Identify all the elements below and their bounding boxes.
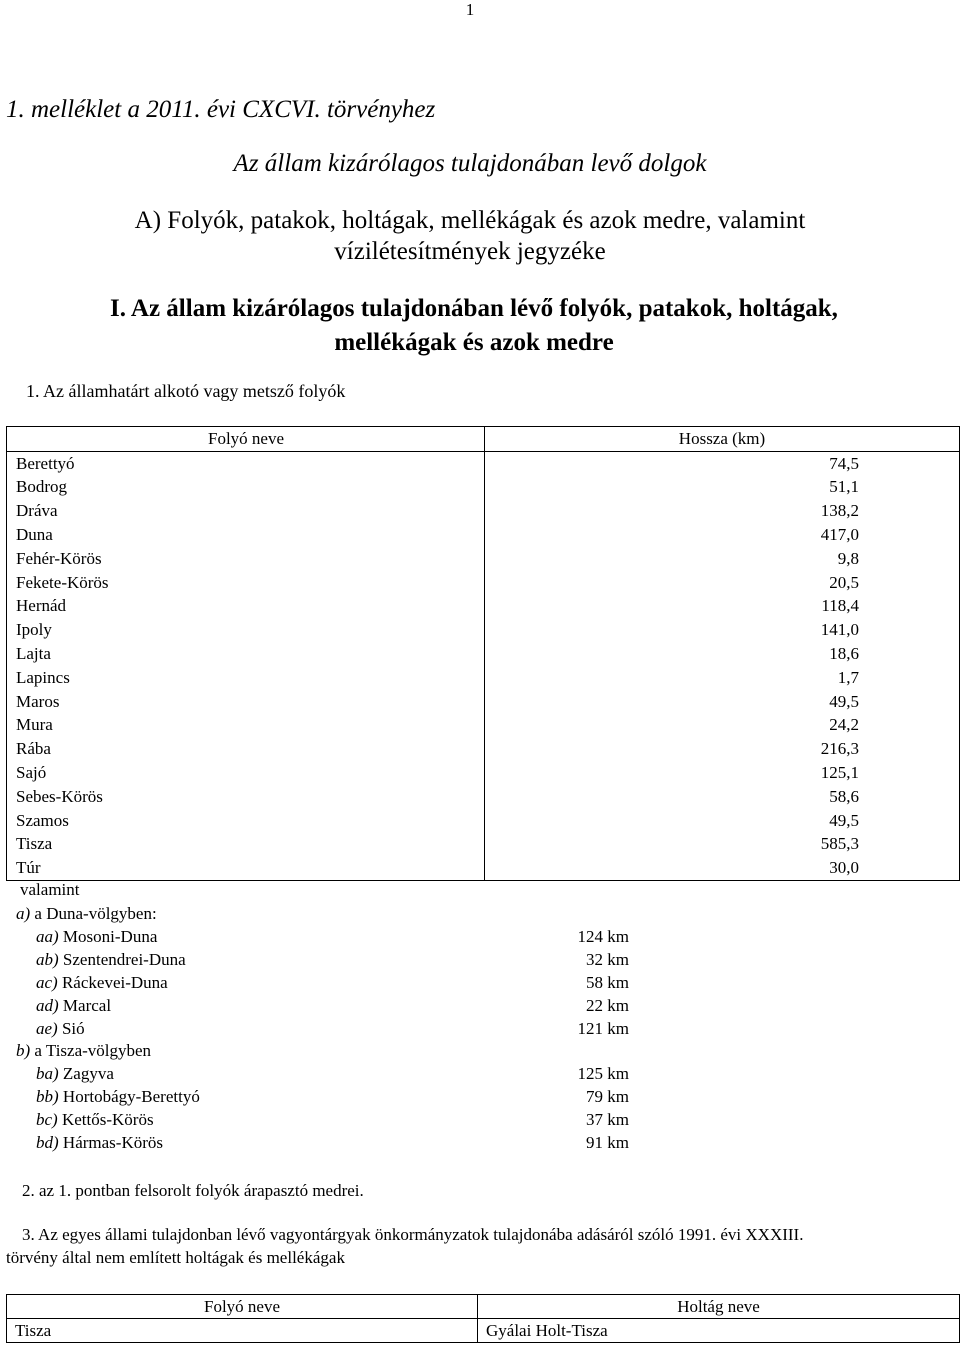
item-name: Zagyva [62,1064,114,1084]
section-i-heading-line1: I. Az állam kizárólagos tulajdonában lévő folyók, patakok, holtágak, [110,295,838,322]
subsection-1-heading: 1. Az államhatárt alkotó vagy metsző folyók [26,381,346,401]
table-row [7,595,960,619]
item-length: 91 km [586,1133,629,1152]
section-a-heading [0,205,940,267]
list-item [36,1017,85,1040]
river-name: Fehér-Körös [7,547,485,571]
item-name: Sió [61,1018,85,1038]
item-label: ad) [36,995,59,1015]
river-length: 49,5 [485,690,960,714]
section-3-text-line1: 3. Az egyes állami tulajdonban lévő vagyontárgyak önkormányzatok tulajdonába adásáról szóló 1991. évi XXXIII. [22,1225,804,1244]
item-name: Kettős-Körös [61,1110,154,1130]
table-row [7,618,960,642]
section-i-heading-line2: mellékágak és azok medre [334,329,614,356]
river-length: 417,0 [485,523,960,547]
river-name: Lapincs [7,666,485,690]
river-length: 51,1 [485,476,960,500]
river-name: Duna [7,523,485,547]
river-name: Szamos [7,809,485,833]
river-name: Berettyó [7,451,485,475]
page-number: 1 [465,0,475,19]
item-label: ab) [36,949,59,969]
river-length: 58,6 [485,785,960,809]
river-length: 9,8 [485,547,960,571]
item-length: 124 km [577,926,629,946]
section-2-text: 2. az 1. pontban felsorolt folyók árapasztó medrei. [22,1181,364,1200]
item-label: ae) [36,1018,58,1038]
table-row [7,571,960,595]
table-row [7,809,960,833]
river-length: 585,3 [485,833,960,857]
table-row [7,499,960,523]
main-title: Az állam kizárólagos tulajdonában levő dolgok [233,150,707,177]
item-label: aa) [36,926,59,946]
river-name: Dráva [7,499,485,523]
river-name: Túr [7,856,485,880]
item-label: bc) [36,1110,58,1130]
river-name: Bodrog [7,476,485,500]
river-length: 138,2 [485,499,960,523]
group-title: a Tisza-völgyben [34,1041,152,1061]
river-name: Hernád [7,595,485,619]
annex-title: 1. melléklet a 2011. évi CXCVI. törvényhez [6,96,436,123]
item-length: 22 km [586,995,629,1015]
oxbow-table [6,1294,960,1343]
valley-group-title [16,902,157,925]
header-river-name: Folyó neve [7,427,485,452]
item-label: bb) [36,1087,59,1107]
river-length: 24,2 [485,714,960,738]
table-row [7,785,960,809]
river-name: Tisza [7,1319,478,1343]
item-label: ac) [36,972,58,992]
section-i-heading [0,292,948,360]
item-length: 58 km [586,972,629,992]
list-item [36,925,157,948]
list-item [36,971,168,994]
rivers-table [6,426,960,881]
item-name: Hármas-Körös [62,1133,164,1152]
table-row [7,856,960,880]
item-length: 32 km [586,949,629,969]
group-label: b) [16,1041,31,1061]
item-label: ba) [36,1064,59,1084]
table-row [7,547,960,571]
item-length: 125 km [577,1064,629,1084]
valley-group-title [16,1039,151,1062]
oxbow-name: Gyálai Holt-Tisza [478,1319,960,1343]
group-label: a) [16,904,31,923]
list-item [36,994,111,1017]
table-row [7,1319,960,1343]
list-item [36,948,186,971]
river-name: Maros [7,690,485,714]
table-row [7,833,960,857]
river-name: Mura [7,714,485,738]
valamint-label: valamint [20,880,80,899]
header-oxbow-name: Holtág neve [478,1295,960,1319]
item-name: Hortobágy-Berettyó [62,1087,200,1107]
river-length: 125,1 [485,761,960,785]
header-river-name: Folyó neve [7,1295,478,1319]
group-title: a Duna-völgyben: [34,904,157,923]
item-name: Mosoni-Duna [62,926,158,946]
table-row [7,761,960,785]
section-3-text-line2: törvény által nem említett holtágak és mellékágak [6,1248,345,1267]
river-name: Sajó [7,761,485,785]
item-label: bd) [36,1133,59,1152]
table-row [7,451,960,475]
item-name: Marcal [62,995,112,1015]
river-length: 216,3 [485,737,960,761]
river-name: Ipoly [7,618,485,642]
list-item [36,1062,114,1085]
river-length: 1,7 [485,666,960,690]
river-length: 18,6 [485,642,960,666]
table-row [7,666,960,690]
item-length: 79 km [586,1087,629,1107]
list-item [36,1131,163,1154]
header-length: Hossza (km) [485,427,960,452]
oxbow-table-header [7,1295,960,1319]
list-item [36,1085,200,1108]
river-length: 20,5 [485,571,960,595]
river-name: Fekete-Körös [7,571,485,595]
table-row [7,737,960,761]
river-name: Rába [7,737,485,761]
item-length: 121 km [577,1018,629,1038]
river-name: Lajta [7,642,485,666]
item-name: Szentendrei-Duna [62,949,186,969]
river-length: 118,4 [485,595,960,619]
table-row [7,642,960,666]
table-row [7,690,960,714]
table-row [7,476,960,500]
rivers-table-header [7,427,960,452]
section-a-heading-line1: A) Folyók, patakok, holtágak, mellékágak és azok medre, valamint [134,207,806,234]
section-a-heading-line2: vízilétesítmények jegyzéke [334,238,606,265]
river-name: Tisza [7,833,485,857]
item-length: 37 km [586,1110,629,1130]
river-name: Sebes-Körös [7,785,485,809]
river-length: 74,5 [485,451,960,475]
table-row [7,714,960,738]
river-length: 141,0 [485,618,960,642]
list-item [36,1108,154,1131]
river-length: 30,0 [485,856,960,880]
item-name: Ráckevei-Duna [61,972,168,992]
table-row [7,523,960,547]
river-length: 49,5 [485,809,960,833]
